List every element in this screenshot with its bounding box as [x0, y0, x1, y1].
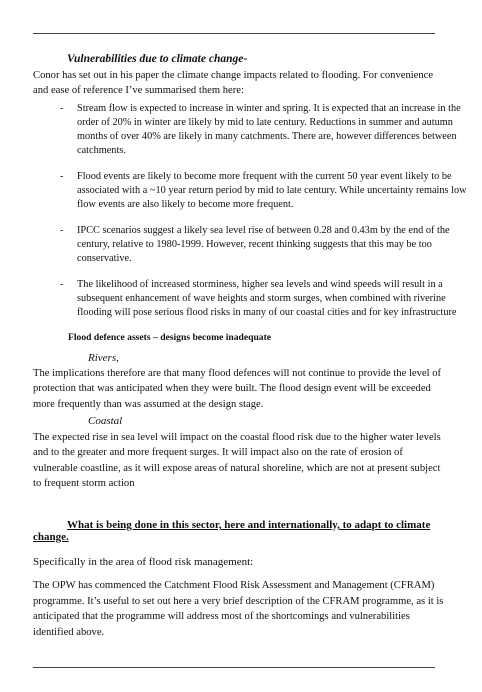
- intro-paragraph: Conor has set out in his paper the climate change impacts related to flooding. For convenience and ease of reference I’ve summarised them here:: [33, 70, 434, 96]
- bottom-rule: [33, 667, 435, 668]
- list-item: [33, 102, 473, 158]
- heading-flood-defence-assets: Flood defence assets – designs become inadequate: [68, 332, 272, 343]
- rivers-paragraph: The implications therefore are that many flood defences will not continue to provide the level of protection that was anticipated when they were built. The flood design event will be exceeded more frequently than was assumed at the design stage.: [33, 368, 442, 410]
- impacts-list: [33, 96, 473, 332]
- bullet-marker: -: [60, 279, 64, 290]
- bullet-marker: -: [60, 103, 64, 114]
- bullet-marker: -: [60, 225, 64, 236]
- coastal-paragraph: The expected rise in sea level will impact on the coastal flood risk due to the higher water levels and to the greater and more frequent surges. It will impact also on the rate of erosion of vulnerable coastline, as it will expose areas of natural shoreline, which are not at present subject to frequent storm action: [33, 432, 441, 489]
- list-item-text: The likelihood of increased storminess, higher sea levels and wind speeds will result in a subsequent enhancement of wave heights and storm surges, when combined with riverine flooding will pose serious flood risks in many of our coastal cities and for key infrastructure: [77, 279, 457, 318]
- bullet-marker: -: [60, 171, 64, 182]
- list-item: [33, 224, 473, 266]
- list-item-text: Flood events are likely to become more frequent with the current 50 year event likely to be associated with a ~10 year return period by mid to late century. While uncertainty remains low flow events are also likely to become more frequent.: [77, 171, 467, 210]
- list-item: [33, 278, 473, 320]
- opw-paragraph: The OPW has commenced the Catchment Flood Risk Assessment and Management (CFRAM) programme. It’s useful to set out here a very brief description of the CFRAM programme, as it is anticipated that the programme will address most of the shortcomings and vulnerabilities identified above.: [33, 580, 444, 638]
- list-item: [33, 170, 473, 212]
- heading-adaptation: What is being done in this sector, here and internationally, to adapt to climate change.: [33, 519, 431, 543]
- top-rule: [33, 33, 435, 34]
- list-item-text: IPCC scenarios suggest a likely sea level rise of between 0.28 and 0.43m by the end of the century, relative to 1980-1999. However, recent thinking suggests that this may be too conservative.: [77, 225, 450, 264]
- heading-rivers: Rivers,: [88, 352, 119, 364]
- heading-vulnerabilities: Vulnerabilities due to climate change-: [67, 53, 248, 65]
- specifically-paragraph: Specifically in the area of flood risk management:: [33, 556, 254, 568]
- heading-coastal: Coastal: [88, 415, 123, 427]
- list-item-text: Stream flow is expected to increase in winter and spring. It is expected that an increase in the order of 20% in winter are likely by mid to late century. Reductions in summer and autumn months of over 40% are likely in many catchments. There are, however differences between catchments.: [77, 103, 461, 156]
